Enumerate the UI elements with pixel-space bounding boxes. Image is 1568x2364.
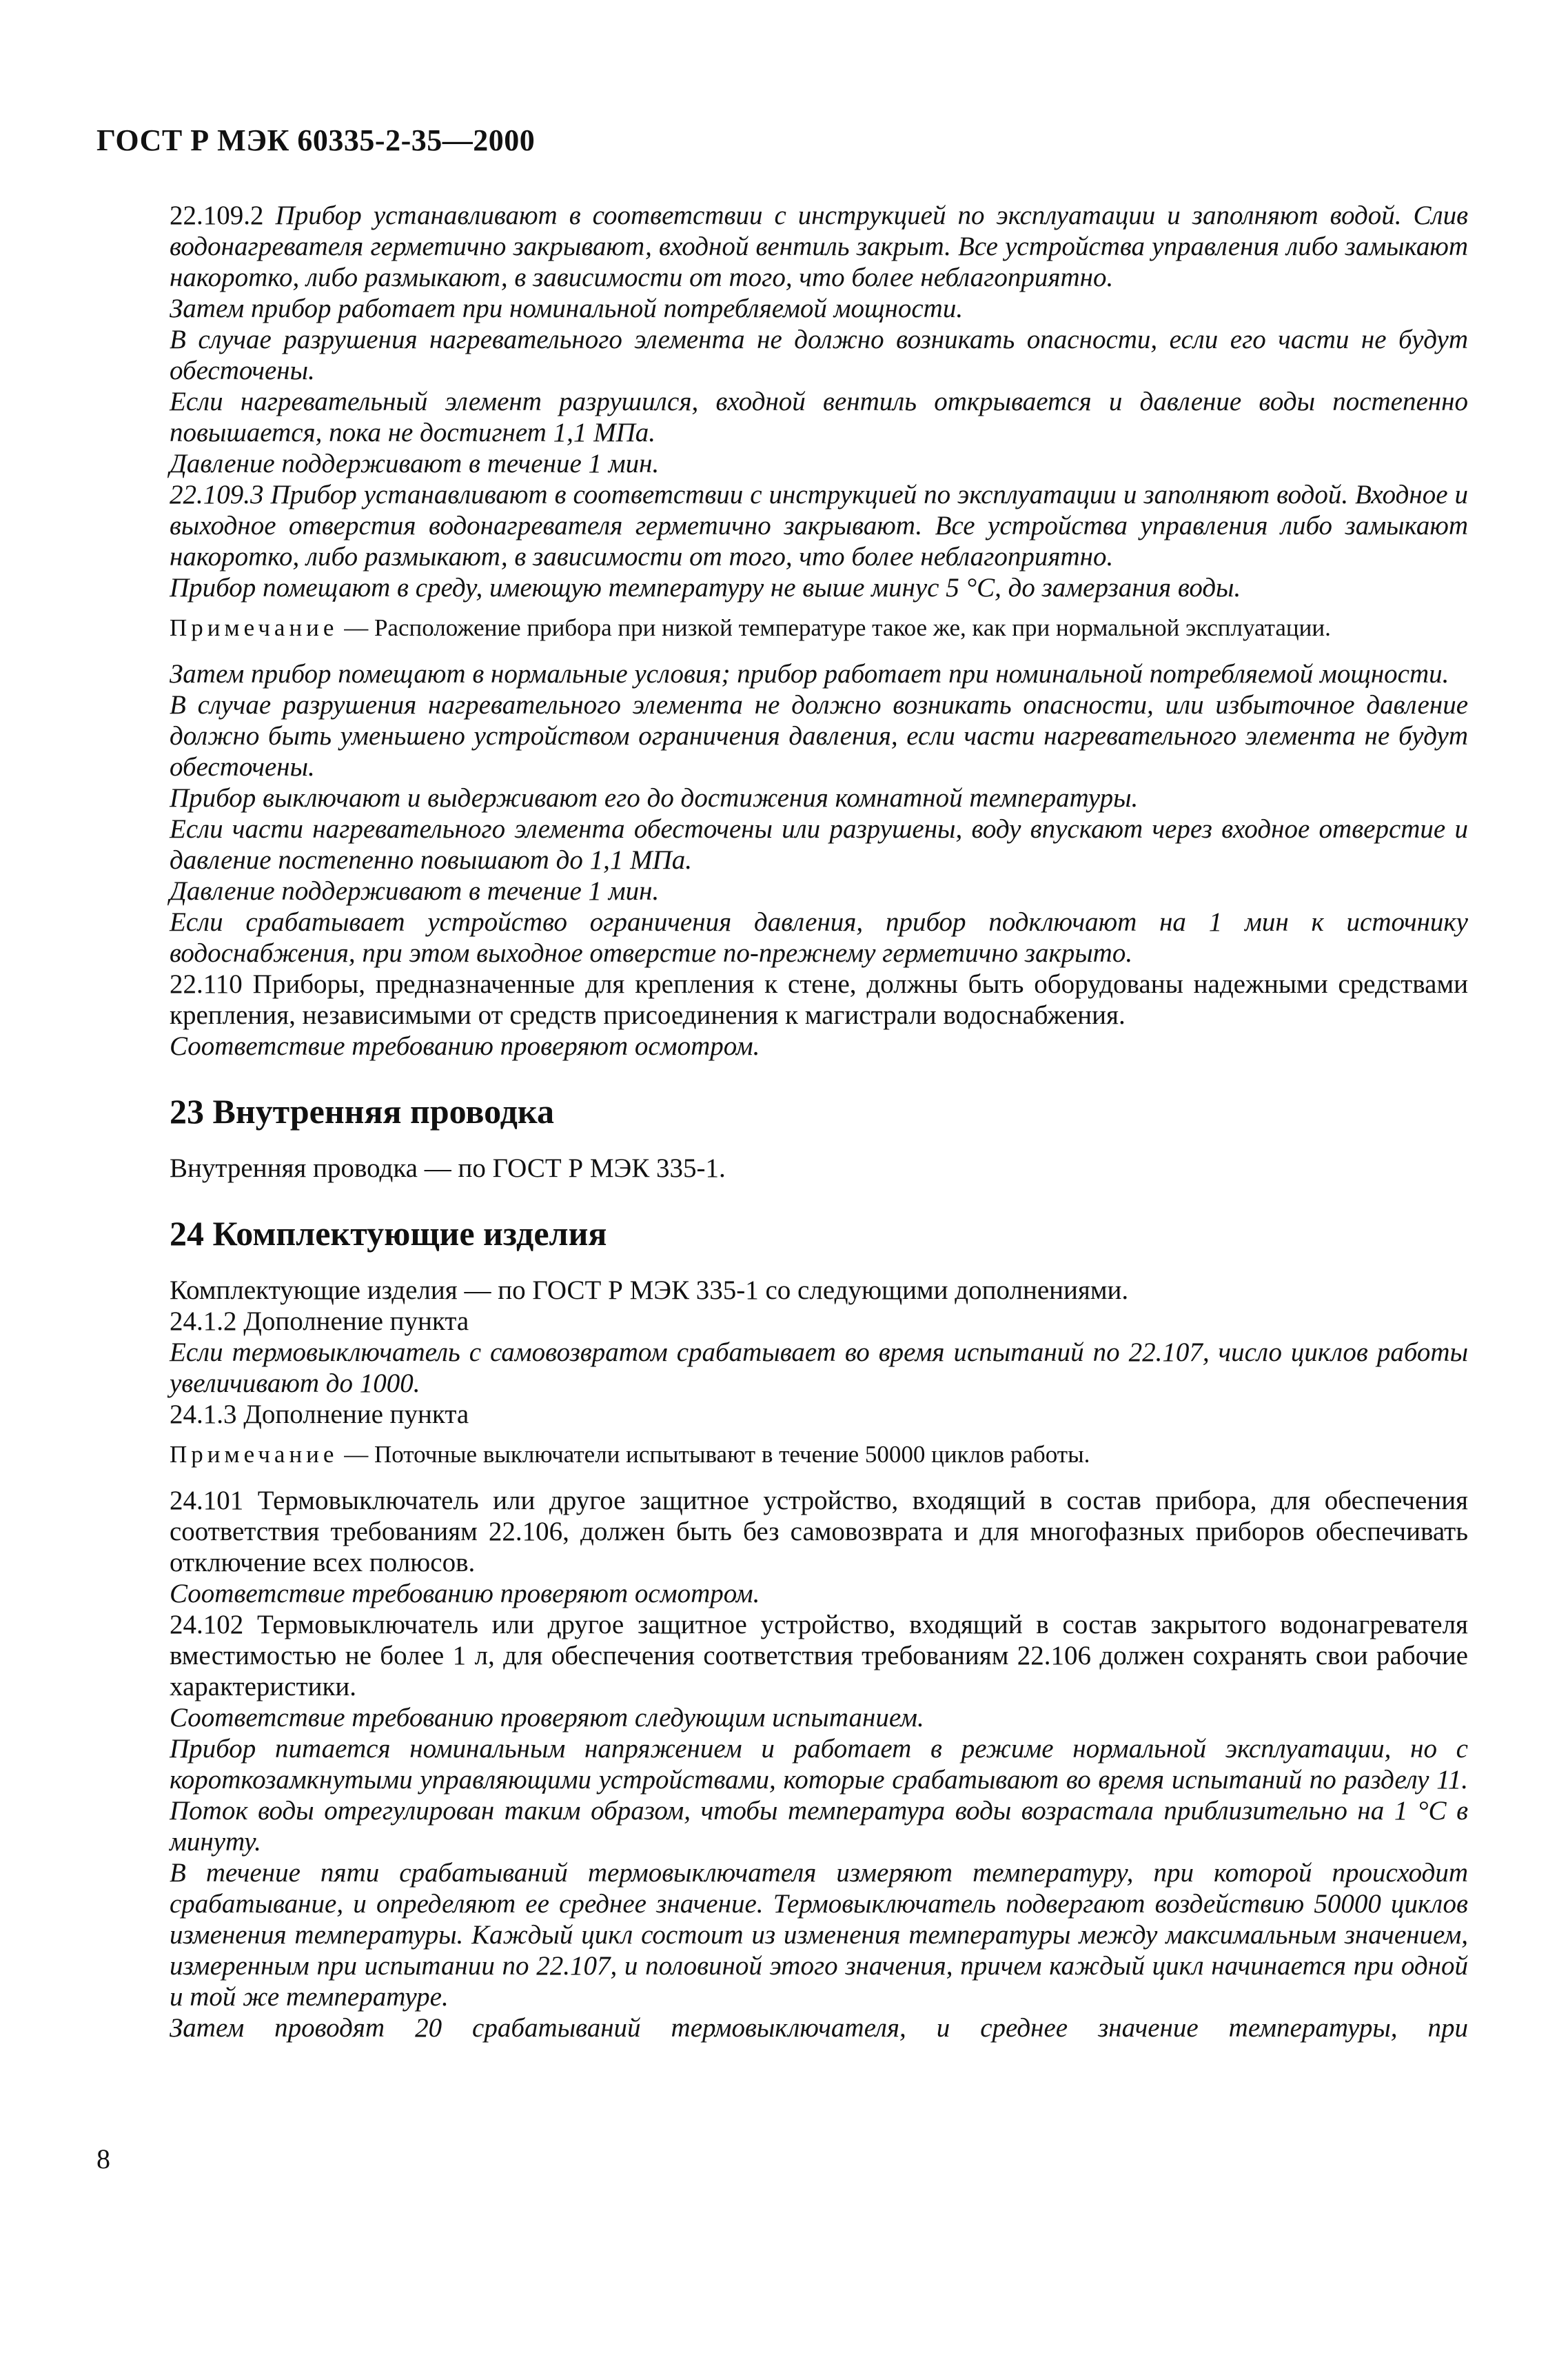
paragraph-text: Прибор устанавливают в соответствии с инструкцией по эксплуатации и заполняют водой. Слив водонагревателя герметично закрывают, входной вентиль закрыт. Все устройства управления либо замыкают накоротко, либо размыкают, в зависимости от того, что более неблагоприятно. (170, 201, 1469, 292)
paragraph: Давление поддерживают в течение 1 мин. (170, 449, 660, 478)
document-header: ГОСТ Р МЭК 60335-2-35—2000 (96, 123, 536, 157)
paragraph: Если срабатывает устройство ограничения давления, прибор подключают на 1 мин к источнику водоснабжения, при этом выходное отверстие по-прежнему герметично закрыто. (170, 907, 1468, 968)
paragraph: Соответствие требованию проверяют следующим испытанием. (170, 1703, 924, 1732)
clause-number: 22.109.2 (170, 201, 264, 230)
paragraph: В случае разрушения нагревательного элемента не должно возникать опасности, если его части не будут обесточены. (170, 325, 1468, 385)
note-text: — Поточные выключатели испытывают в течение 50000 циклов работы. (338, 1441, 1090, 1468)
paragraph: Если части нагревательного элемента обесточены или разрушены, воду впускают через входное отверстие и давление постепенно повышают до 1,1 МПа. (170, 814, 1468, 875)
paragraph: Прибор помещают в среду, имеющую температуру не выше минус 5 °С, до замерзания воды. (170, 573, 1241, 603)
note-label: Примечание (170, 614, 338, 641)
paragraph: В случае разрушения нагревательного элемента не должно возникать опасности, или избыточное давление должно быть уменьшено устройством ограничения давления, если части нагревательного элемента не будут обесточены. (170, 690, 1468, 782)
note-text: — Расположение прибора при низкой температуре такое же, как при нормальной эксплуатации. (338, 614, 1331, 641)
paragraph-24-101: 24.101 Термовыключатель или другое защитное устройство, входящий в состав прибора, для обеспечения соответствия требованиям 22.106, должен быть без самовозврата и для многофазных приборов обеспечивать отключение всех полюсов. (170, 1486, 1468, 1577)
paragraph-22-109-2 (170, 200, 1468, 293)
paragraph: В течение пяти срабатываний термовыключателя измеряют температуру, при которой происходит срабатывание, и определяют ее среднее значение. Термовыключатель подвергают воздействию 50000 циклов изменения температуры. Каждый цикл состоит из изменения температуры между максимальным значением, измеренным при испытании по 22.107, и половиной этого значения, причем каждый цикл начинается при одной и той же температуре. (170, 1858, 1468, 2012)
paragraph: Соответствие требованию проверяют осмотром. (170, 1579, 760, 1608)
paragraph: Затем прибор работает при номинальной потребляемой мощности. (170, 294, 964, 323)
paragraph-24-1-2: 24.1.2 Дополнение пункта (170, 1306, 469, 1336)
paragraph-22-110: 22.110 Приборы, предназначенные для крепления к стене, должны быть оборудованы надежными средствами крепления, независимыми от средств присоединения к магистрали водоснабжения. (170, 969, 1468, 1030)
paragraph-24-102: 24.102 Термовыключатель или другое защитное устройство, входящий в состав закрытого водонагревателя вместимостью не более 1 л, для обеспечения соответствия требованиям 22.106 должен сохранять свои рабочие характеристики. (170, 1610, 1468, 1701)
paragraph: Если нагревательный элемент разрушился, входной вентиль открывается и давление воды постепенно повышается, пока не достигнет 1,1 МПа. (170, 387, 1468, 447)
paragraph-24-1-3: 24.1.3 Дополнение пункта (170, 1400, 469, 1429)
page-content (170, 200, 1468, 2043)
paragraph: Внутренняя проводка — по ГОСТ Р МЭК 335-1. (170, 1153, 726, 1183)
section-heading-24: 24 Комплектующие изделия (170, 1214, 607, 1253)
paragraph: Комплектующие изделия — по ГОСТ Р МЭК 335-1 со следующими дополнениями. (170, 1275, 1129, 1305)
page-number: 8 (96, 2143, 110, 2174)
paragraph: Затем прибор помещают в нормальные условия; прибор работает при номинальной потребляемой мощности. (170, 659, 1449, 689)
paragraph-22-109-3: 22.109.3 Прибор устанавливают в соответствии с инструкцией по эксплуатации и заполняют водой. Входное и выходное отверстия водонагревателя герметично закрывают. Все устройства управления либо замыкают накоротко, либо размыкают, в зависимости от того, что более неблагоприятно. (170, 480, 1468, 572)
section-heading-23: 23 Внутренняя проводка (170, 1092, 554, 1131)
note (170, 613, 1468, 643)
paragraph: Затем проводят 20 срабатываний термовыключателя, и среднее значение температуры, при (170, 2013, 1468, 2043)
paragraph: Давление поддерживают в течение 1 мин. (170, 876, 660, 906)
paragraph: Прибор питается номинальным напряжением и работает в режиме нормальной эксплуатации, но с короткозамкнутыми управляющими устройствами, которые срабатывают во время испытаний по разделу 11. Поток воды отрегулирован таким образом, чтобы температура воды возрастала приблизительно на 1 °С в минуту. (170, 1734, 1468, 1857)
note-label: Примечание (170, 1441, 338, 1468)
note (170, 1439, 1468, 1470)
paragraph: Соответствие требованию проверяют осмотром. (170, 1031, 760, 1061)
paragraph: Если термовыключатель с самовозвратом срабатывает во время испытаний по 22.107, число циклов работы увеличивают до 1000. (170, 1337, 1468, 1398)
paragraph: Прибор выключают и выдерживают его до достижения комнатной температуры. (170, 783, 1139, 813)
